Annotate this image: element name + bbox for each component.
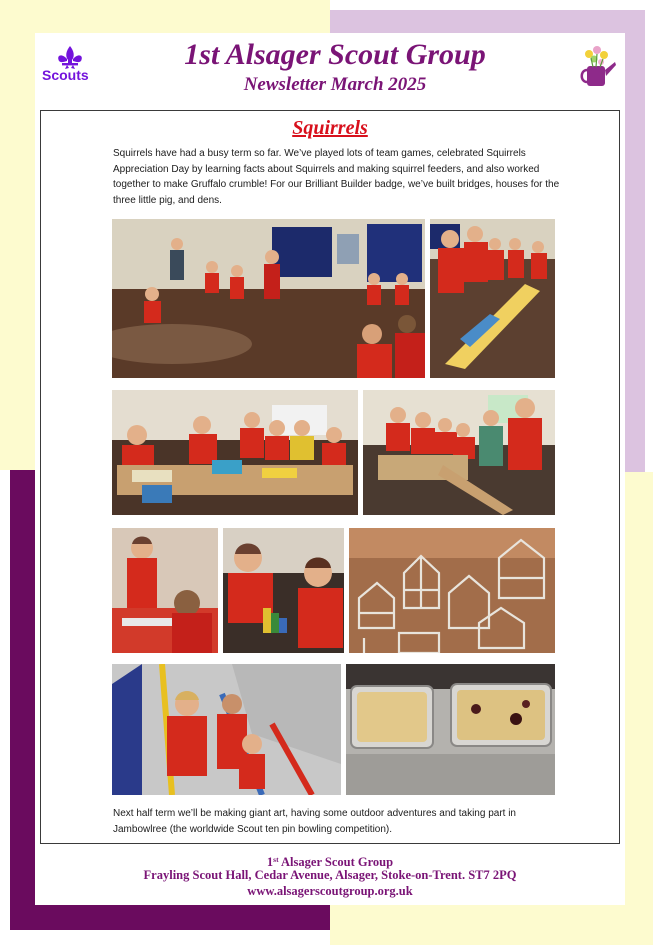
- outro-paragraph: Next half term we’ll be making giant art, having some outdoor adventures and taking part in Jambowlree (the worldwide Scout ten pin bowling competition).: [113, 808, 516, 835]
- footer-group-rest: Alsager Scout Group: [278, 855, 394, 869]
- photo-den-building: [112, 664, 341, 795]
- watering-can-flowers-icon: [577, 40, 617, 90]
- photo-team-games-hall: [112, 219, 425, 378]
- section-title: Squirrels: [292, 117, 368, 139]
- photo-modelling-table: [112, 528, 218, 653]
- newsletter-subtitle: Newsletter March 2025: [243, 74, 427, 95]
- scouts-logo-text: Scouts: [42, 67, 89, 83]
- photo-gruffalo-crumble: [346, 664, 555, 795]
- footer-address: Frayling Scout Hall, Cedar Avenue, Alsager, Stoke-on-Trent. ST7 2PQ: [143, 868, 517, 882]
- photo-boys-lego: [223, 528, 344, 653]
- intro-paragraph: Squirrels have had a busy term so far. We’ve played lots of team games, celebrated Squirrels Appreciation Day by learning facts about Squirrels and making squirrel feeders, and also worked together to make Gruffalo crumble! For our Brilliant Builder badge, we’ve built bridges, houses for the three little pig, and dens.: [113, 148, 560, 206]
- photo-bridge-building: [430, 219, 555, 378]
- photo-building-table-1: [112, 390, 358, 515]
- footer-group-ordinal: 1: [266, 855, 274, 869]
- photo-building-table-2: [363, 390, 555, 515]
- footer-website-link[interactable]: www.alsagerscoutgroup.org.uk: [247, 884, 413, 898]
- footer-group-superscript: st: [273, 855, 279, 864]
- photo-stick-houses: [349, 528, 555, 653]
- newsletter-title: 1st Alsager Scout Group: [184, 38, 486, 71]
